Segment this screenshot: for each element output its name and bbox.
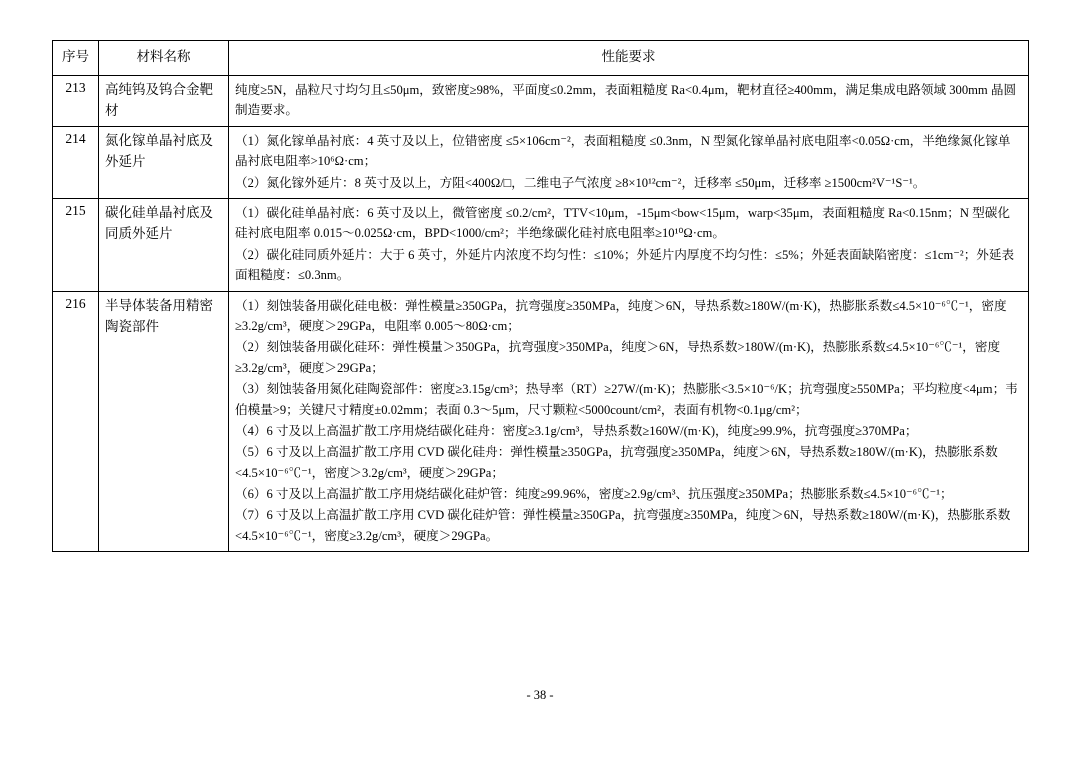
table-header (53, 41, 1029, 76)
requirement-item: （7）6 寸及以上高温扩散工序用 CVD 碳化硅炉管：弹性模量≥350GPa，抗弯强度≥350MPa，纯度＞6N，导热系数≥180W/(m·K)，热膨胀系数<4.5×10⁻⁶℃⁻¹，密度≥3.2g/cm³，硬度＞29GPa。 (235, 508, 1011, 543)
row-number: 216 (53, 291, 99, 552)
specification-table (52, 40, 1029, 552)
column-header-material-name: 材料名称 (99, 41, 229, 76)
row-number: 213 (53, 76, 99, 127)
column-header-no: 序号 (53, 41, 99, 76)
row-number: 215 (53, 199, 99, 292)
row-material-name: 氮化镓单晶衬底及外延片 (99, 126, 229, 198)
row-material-name: 碳化硅单晶衬底及同质外延片 (99, 199, 229, 292)
column-header-performance-requirements: 性能要求 (229, 41, 1029, 76)
row-requirements (229, 199, 1029, 292)
table-row (53, 199, 1029, 292)
table-body (53, 76, 1029, 552)
requirement-item: （1）氮化镓单晶衬底：4 英寸及以上，位错密度 ≤5×106cm⁻²，表面粗糙度 ≤0.3nm，N 型氮化镓单晶衬底电阻率<0.05Ω·cm，半绝缘氮化镓单晶衬底电阻率>10⁶Ω·cm； (235, 133, 1011, 169)
row-material-name: 半导体装备用精密陶瓷部件 (99, 291, 229, 552)
row-requirements (229, 126, 1029, 198)
table-header-row (53, 41, 1029, 76)
requirement-item: （2）氮化镓外延片：8 英寸及以上，方阻<400Ω/□，二维电子气浓度 ≥8×10¹²cm⁻²，迁移率 ≤50μm，迁移率 ≥1500cm²V⁻¹S⁻¹。 (235, 175, 926, 190)
row-requirements (229, 291, 1029, 552)
requirement-item: 纯度≥5N，晶粒尺寸均匀且≤50μm，致密度≥98%，平面度≤0.2mm，表面粗糙度 Ra<0.4μm，靶材直径≥400mm，满足集成电路领域 300mm 晶圆制造要求。 (235, 83, 1017, 118)
requirement-item: （5）6 寸及以上高温扩散工序用 CVD 碳化硅舟：弹性模量≥350GPa，抗弯强度≥350MPa，纯度＞6N，导热系数≥180W/(m·K)，热膨胀系数<4.5×10⁻⁶℃⁻¹，密度＞3.2g/cm³，硬度＞29GPa； (235, 445, 998, 480)
requirement-item: （2）碳化硅同质外延片：大于 6 英寸，外延片内浓度不均匀性：≤10%；外延片内厚度不均匀性：≤5%；外延表面缺陷密度：≤1cm⁻²；外延表面粗糙度：≤0.3nm。 (235, 247, 1015, 283)
requirement-item: （2）刻蚀装备用碳化硅环：弹性模量＞350GPa，抗弯强度>350MPa，纯度＞6N，导热系数>180W/(m·K)，热膨胀系数≤4.5×10⁻⁶℃⁻¹，密度≥3.2g/cm³，硬度＞29GPa； (235, 340, 1001, 375)
requirement-item: （4）6 寸及以上高温扩散工序用烧结碳化硅舟：密度≥3.1g/cm³，导热系数≥160W/(m·K)，纯度≥99.9%，抗弯强度≥370MPa； (235, 423, 918, 438)
requirement-item: （1）刻蚀装备用碳化硅电极：弹性模量≥350GPa，抗弯强度≥350MPa，纯度＞6N，导热系数≥180W/(m·K)，热膨胀系数≤4.5×10⁻⁶℃⁻¹，密度≥3.2g/cm³，硬度＞29GPa，电阻率 0.005～80Ω·cm； (235, 298, 1007, 333)
row-material-name: 高纯钨及钨合金靶材 (99, 76, 229, 127)
requirement-item: （6）6 寸及以上高温扩散工序用烧结碳化硅炉管：纯度≥99.96%，密度≥2.9g/cm³、抗压强度≥350MPa；热膨胀系数≤4.5×10⁻⁶℃⁻¹； (235, 487, 953, 502)
requirement-item: （1）碳化硅单晶衬底：6 英寸及以上，微管密度 ≤0.2/cm²，TTV<10μm，-15μm<bow<15μm，warp<35μm，表面粗糙度 Ra<0.15nm；N 型碳化硅衬底电阻率 0.015～0.025Ω·cm，BPD<1000/cm²；半绝缘碳化硅衬底电阻率≥10¹⁰Ω·cm。 (235, 206, 1010, 241)
page-number: - 38 - (526, 688, 554, 702)
row-number: 214 (53, 126, 99, 198)
row-requirements (229, 76, 1029, 127)
table-row (53, 76, 1029, 127)
requirement-item: （3）刻蚀装备用氮化硅陶瓷部件：密度≥3.15g/cm³；热导率（RT）≥27W/(m·K)；热膨胀<3.5×10⁻⁶/K；抗弯强度≥550MPa；平均粒度<4μm；韦伯模量>9；关键尺寸精度±0.02mm；表面 0.3～5μm，尺寸颗粒<5000count/cm²，表面有机物<0.1μg/cm²； (235, 382, 1018, 417)
table-row (53, 291, 1029, 552)
table-row (53, 126, 1029, 198)
